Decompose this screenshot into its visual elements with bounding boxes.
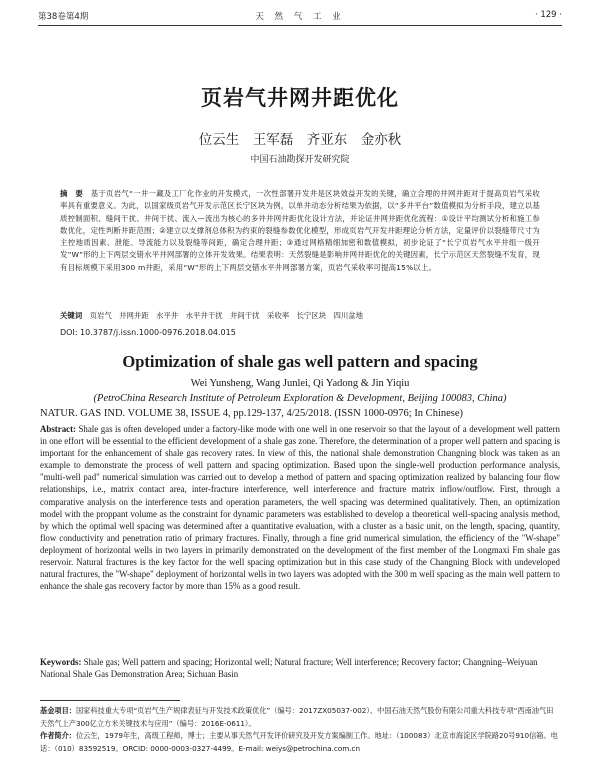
footnote-author-label: 作者简介： <box>40 731 76 740</box>
english-abstract-text: Shale gas is often developed under a factory-like mode with one well in one reservoir so that the layout of a development well pattern in one effort will be essential to the efficient development of a shale gas zone. Therefore, the determination of a proper well pattern and spacing is important for the enhancement of shale gas recovery rates. In view of this, the national shale demonstration Changning block was taken as an example to demonstrate the process of well pattern and spacing optimization. Based upon the single-well production performance analysis, "multi-well pad" numerical simulation was carried out to develop a method of pattern and spacing optimization realized by balancing four flow relationships, i.e., matrix contact area, inter-fracture interference, well interference and fracture matrix inflow/outflow. First, through a comparative analysis on the interference tests and operation parameters, the well spacing was determined qualitatively. Then, an optimization model with the proppant volume as the constraint for dynamic parameters was established to develop a theoretical well-spacing analysis method, by which the optimal well spacing was determined after a quantitative evaluation, with a cluster as a basic unit, on the length, spacing, quantity, flow conductivity and penetration ratio of primary fractures. Finally, through a fine grid numerical simulation, the efficiency of the "W-shape" deployment of horizontal wells in two layers in primarily demonstrated on the development of the first member of the Longmaxi Fm shale gas reservoir. Natural fractures is the key factor for the well spacing optimization but in this case study of the Changning Block with undeveloped natural fractures, the "W-shape" deployment of horizontal wells in two layers was adopted with the 300 m well spacing as the main well pattern to enhance the shale gas recovery factor by more than 15% as a good result. <box>40 424 560 592</box>
chinese-keywords-label: 关键词 <box>60 311 83 320</box>
english-journal-citation: NATUR. GAS IND. VOLUME 38, ISSUE 4, pp.129-137, 4/25/2018. (ISSN 1000-0976; In Chinese) <box>40 408 464 419</box>
english-authors: Wei Yunsheng, Wang Junlei, Qi Yadong & Jin Yiqiu <box>190 378 410 389</box>
footnote-divider <box>40 700 180 701</box>
chinese-keywords <box>60 310 540 322</box>
chinese-authors: 位云生 王军磊 齐亚东 金亦秋 <box>198 132 402 148</box>
chinese-keywords-text: 页岩气 井网井距 水平井 水平井干扰 井间干扰 采收率 长宁区块 四川盆地 <box>82 311 364 320</box>
chinese-abstract <box>60 188 540 274</box>
footnote-author <box>40 730 560 755</box>
english-keywords-label: Keywords: <box>40 657 82 667</box>
chinese-affiliation: 中国石油勘探开发研究院 <box>250 155 350 165</box>
english-abstract-label: Abstract: <box>40 424 76 434</box>
header-journal: 天 然 气 工 业 <box>255 12 345 22</box>
header-issue: 第38卷第4期 <box>38 12 89 22</box>
header-divider <box>38 25 562 26</box>
english-keywords-text: Shale gas; Well pattern and spacing; Horizontal well; Natural fracture; Well interference; Recovery factor; Changning–Weiyuan National Shale Gas Demonstration Area; Sichuan Basin <box>40 657 538 680</box>
chinese-title: 页岩气井网井距优化 <box>201 86 399 110</box>
footnote <box>40 705 560 755</box>
english-abstract <box>40 423 560 592</box>
running-header <box>38 10 562 24</box>
footnote-fund-text: 国家科技重大专项“页岩气生产规律表征与开发技术政策优化”（编号：2017ZX05037-002）、中国石油天然气股份有限公司重大科技专项“西南油气田天然气上产300亿立方米关键技术与应用”（编号：2016E-0611）。 <box>40 706 554 728</box>
footnote-fund-label: 基金项目： <box>40 706 76 715</box>
chinese-abstract-text: 基于页岩气“一井一藏及工厂化作业的开发模式，一次性部署开发井是区块效益开发的关键，确立合理的井网井距对于提高页岩气采收率具有重要意义。为此，以国家级页岩气开发示范区长宁区块为例，以单井动态分析结果为依据，以“多井平台”数值模拟为分析手段，建立以基质控制面积、缝间干扰、井间干扰、流入—流出为核心的多井井网井距优化设计方法，并论证井网井距优化流程：①设计平均测试分析和施工参数优化，定性判断井距范围；②建立以支撑剂总体积为约束的裂缝参数优化模型，形成页岩气开发井距理论分析方法，定量评价以裂缝带尺寸为主控地质因素、泄能、导流能力以及裂缝等间距，确定合理井距；③通过网格精细加密和数值模拟，初步论证了“长宁页岩气水平井组一级开发”W”形的上下两层交错水平井网部署的立体开发效果。结果表明：天然裂缝是影响井网井距优化的关键因素，长宁示范区天然裂缝不发育，现有目标规模下采用300 m井距，采用“W”形的上下两层交错水平井网部署方案，页岩气采收率可提高15%以上。 <box>60 189 540 272</box>
english-affiliation: (PetroChina Research Institute of Petroleum Exploration & Development, Beijing 100083, China) <box>93 393 507 404</box>
english-keywords <box>40 656 560 680</box>
chinese-abstract-label: 摘 要 <box>60 189 84 198</box>
footnote-author-text: 位云生，1979年生，高级工程师，博士；主要从事天然气开发评价研究及开发方案编制工作。地址：（100083）北京市海淀区学院路20号910信箱。电话：（010）83592519。ORCID: 0000-0003-0327-4499。E-mail: weiys@petrochina.com.cn <box>40 731 558 753</box>
header-page-number: · 129 · <box>534 10 562 20</box>
footnote-fund <box>40 705 560 730</box>
english-title: Optimization of shale gas well pattern and spacing <box>122 352 478 371</box>
doi: DOI: 10.3787/j.issn.1000-0976.2018.04.015 <box>60 328 236 337</box>
